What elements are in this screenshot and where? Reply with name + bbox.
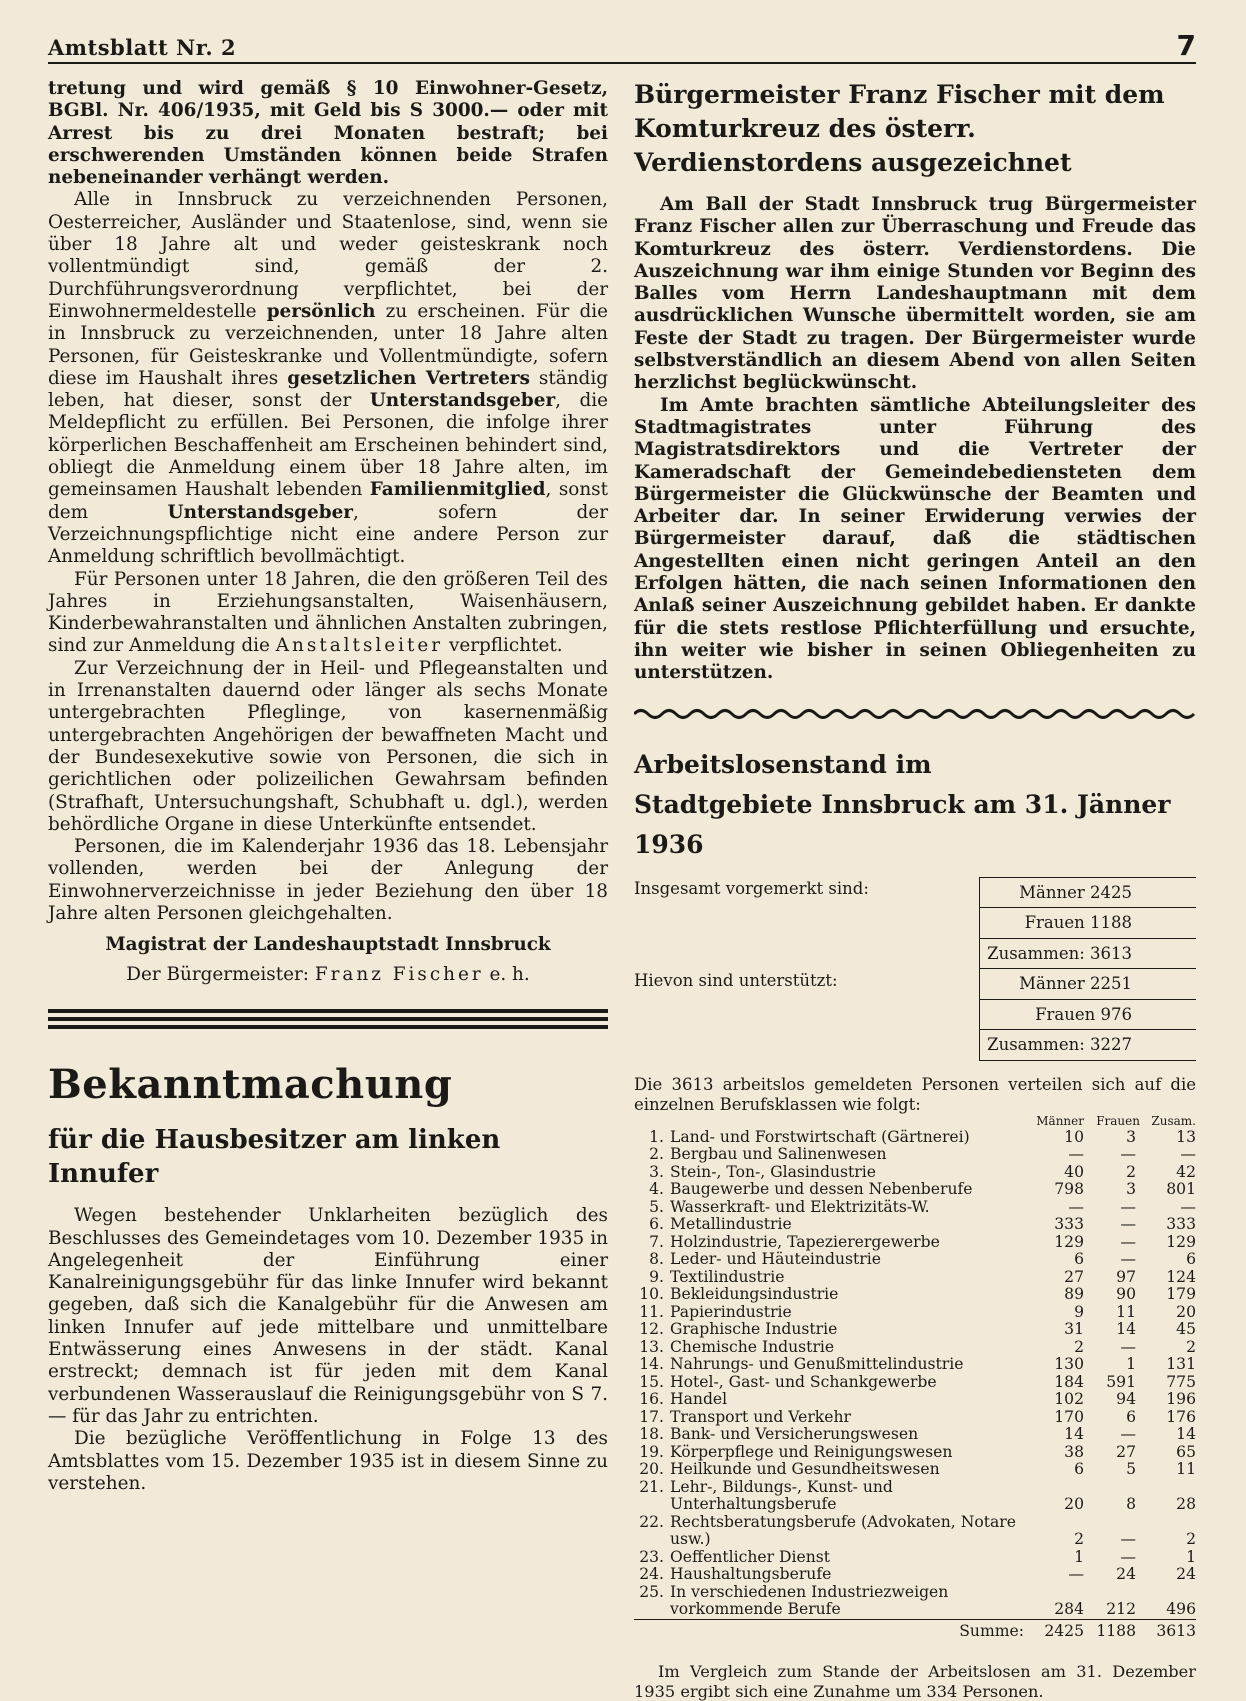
row-label: Papierindustrie bbox=[670, 1302, 792, 1321]
table-row bbox=[634, 1584, 1196, 1620]
summary-row bbox=[634, 1030, 1196, 1061]
total-value: 333 bbox=[1166, 1215, 1196, 1234]
men-value: 170 bbox=[1054, 1407, 1084, 1426]
table-row bbox=[634, 1514, 1196, 1549]
unemployment-headline-line-1: Arbeitslosenstand im bbox=[634, 749, 932, 779]
signature-prefix: Der Bürgermeister: bbox=[126, 964, 315, 986]
summary-value: Zusammen: 3613 bbox=[980, 938, 1197, 969]
total-value: 13 bbox=[1176, 1127, 1196, 1146]
women-value: — bbox=[1120, 1232, 1136, 1251]
row-number: 19. bbox=[639, 1442, 664, 1461]
row-label: Holzindustrie, Tapezierergewerbe bbox=[670, 1232, 940, 1251]
table-row bbox=[634, 1321, 1196, 1339]
men-value: 6 bbox=[1074, 1460, 1084, 1479]
total-value: 124 bbox=[1166, 1267, 1196, 1286]
table-row bbox=[634, 1461, 1196, 1479]
row-number: 24. bbox=[639, 1565, 664, 1584]
row-number: 20. bbox=[639, 1460, 664, 1479]
summary-value: Frauen 1188 bbox=[980, 908, 1197, 939]
row-label: Stein-, Ton-, Glasindustrie bbox=[670, 1162, 876, 1181]
publication-title: Amtsblatt Nr. 2 bbox=[48, 35, 237, 60]
women-value: 3 bbox=[1126, 1180, 1136, 1199]
row-number: 9. bbox=[649, 1267, 664, 1286]
men-value: 130 bbox=[1054, 1355, 1084, 1374]
total-value: 14 bbox=[1176, 1425, 1196, 1444]
women-value: 212 bbox=[1106, 1600, 1136, 1619]
total-value: 28 bbox=[1176, 1495, 1196, 1514]
men-value: 2 bbox=[1074, 1337, 1084, 1356]
men-value: 6 bbox=[1074, 1250, 1084, 1269]
table-row bbox=[634, 1146, 1196, 1164]
row-label: Handel bbox=[670, 1390, 728, 1409]
total-value: 11 bbox=[1176, 1460, 1196, 1479]
women-value: — bbox=[1120, 1215, 1136, 1234]
summary-row bbox=[634, 938, 1196, 969]
total-value: 45 bbox=[1176, 1320, 1196, 1339]
women-value: 14 bbox=[1116, 1320, 1136, 1339]
total-value: 2 bbox=[1186, 1530, 1196, 1549]
women-value: 90 bbox=[1116, 1285, 1136, 1304]
column-headers bbox=[634, 1113, 1196, 1129]
unemployment-headline-line-2: Stadtgebiete Innsbruck am 31. Jänner 1936 bbox=[634, 789, 1171, 859]
table-row bbox=[634, 1164, 1196, 1182]
page-number: 7 bbox=[1176, 29, 1196, 62]
women-value: 97 bbox=[1116, 1267, 1136, 1286]
sum-women: 1188 bbox=[1084, 1619, 1136, 1640]
women-value: 3 bbox=[1126, 1127, 1136, 1146]
institutions-paragraph: Zur Verzeichnung der in Heil- und Pflegeanstalten und in Irrenanstalten dauernd oder länger als sechs Monate untergebrachten Pfleglinge, von kasernenmäßig untergebrachten Angehörigen der bewaffneten Macht und der Bundesexekutive sowie von Personen, die sich in gerichtlichen oder polizeilichen Gewahrsam befinden (Strafhaft, Untersuchungshaft, Schubhaft u. dgl.), werden behördliche Organe in diese Unterkünfte entsendet. bbox=[48, 657, 608, 835]
women-value: 2 bbox=[1126, 1162, 1136, 1181]
left-column bbox=[48, 78, 608, 1495]
row-number: 3. bbox=[649, 1162, 664, 1181]
total-value: — bbox=[1180, 1145, 1196, 1164]
total-value: 496 bbox=[1166, 1600, 1196, 1619]
men-value: 2 bbox=[1074, 1530, 1084, 1549]
total-value: 24 bbox=[1176, 1565, 1196, 1584]
summary-label bbox=[634, 999, 980, 1030]
women-value: — bbox=[1120, 1145, 1136, 1164]
summary-value: Frauen 976 bbox=[980, 999, 1197, 1030]
total-value: — bbox=[1180, 1197, 1196, 1216]
row-number: 22. bbox=[639, 1512, 664, 1531]
summary-label bbox=[634, 908, 980, 939]
row-number: 6. bbox=[649, 1215, 664, 1234]
men-value: 27 bbox=[1064, 1267, 1084, 1286]
summary-value: Männer 2251 bbox=[980, 969, 1197, 1000]
total-value: 196 bbox=[1166, 1390, 1196, 1409]
signature-name: Franz Fischer bbox=[314, 964, 484, 986]
men-value: 40 bbox=[1064, 1162, 1084, 1181]
row-number: 16. bbox=[639, 1390, 664, 1409]
table-row bbox=[634, 1391, 1196, 1409]
summary-row bbox=[634, 969, 1196, 1000]
row-label: Nahrungs- und Genußmittelindustrie bbox=[670, 1355, 964, 1374]
women-value: 5 bbox=[1126, 1460, 1136, 1479]
row-number: 21. bbox=[639, 1477, 664, 1496]
summary-row bbox=[634, 877, 1196, 908]
women-value: — bbox=[1120, 1197, 1136, 1216]
row-label: Oeffentlicher Dienst bbox=[670, 1547, 831, 1566]
table-row bbox=[634, 1479, 1196, 1514]
table-row bbox=[634, 1374, 1196, 1392]
men-value: 102 bbox=[1054, 1390, 1084, 1409]
penalty-paragraph: tretung und wird gemäß § 10 Einwohner-Gesetz, BGBl. Nr. 406/1935, mit Geld bis S 3000.— oder mit Arrest bis zu drei Monaten bestraft; bei erschwerenden Umständen können beide Strafen nebeneinander verhängt werden. bbox=[48, 78, 608, 189]
age-paragraph: Personen, die im Kalenderjahr 1936 das 18. Lebensjahr vollenden, werden bei der Anlegung der Einwohnerverzeichnisse in jeder Beziehung den über 18 Jahre alten Personen gleichgehalten. bbox=[48, 836, 608, 924]
row-number: 17. bbox=[639, 1407, 664, 1426]
table-row bbox=[634, 1444, 1196, 1462]
announcement-paragraph: Wegen bestehender Unklarheiten bezüglich des Beschlusses des Gemeindetages vom 10. Dezember 1935 in Angelegenheit der Einführung einer Kanalreinigungsgebühr für das linke Innufer wird bekannt gegeben, daß sich die Kanalgebühr für die Anwesen am linken Innufer auf jede mittelbare und unmittelbare Entwässerung eines Anwesens in der städt. Kanal erstreckt; demnach ist für jeden mit dem Kanal verbundenen Wasserauslauf die Reinigungsgebühr von S 7.— für das Jahr zu entrichten. bbox=[48, 1205, 608, 1427]
summary-value: Männer 2425 bbox=[980, 877, 1197, 908]
row-number: 13. bbox=[639, 1337, 664, 1356]
table-row bbox=[634, 1269, 1196, 1287]
column-header: Männer bbox=[1036, 1113, 1084, 1128]
table-row bbox=[634, 1199, 1196, 1217]
women-value: — bbox=[1120, 1425, 1136, 1444]
row-label: Land- und Forstwirtschaft (Gärtnerei) bbox=[670, 1127, 970, 1146]
row-number: 18. bbox=[639, 1425, 664, 1444]
men-value: — bbox=[1068, 1197, 1084, 1216]
men-value: 14 bbox=[1064, 1425, 1084, 1444]
text-run: ständig leben, hat dieser, sonst der bbox=[48, 367, 608, 412]
column-header: Frauen bbox=[1096, 1113, 1140, 1128]
text-run: verpflichtet. bbox=[443, 635, 563, 657]
emphasis: Anstaltsleiter bbox=[275, 635, 444, 657]
signature-organization: Magistrat der Landeshauptstadt Innsbruck bbox=[105, 934, 551, 956]
summary-label bbox=[634, 938, 980, 969]
total-value: 801 bbox=[1166, 1180, 1196, 1199]
row-number: 1. bbox=[649, 1127, 664, 1146]
announcement-title: Bekanntmachung bbox=[48, 1061, 453, 1109]
men-value: 38 bbox=[1064, 1442, 1084, 1461]
row-label: Hotel-, Gast- und Schankgewerbe bbox=[670, 1372, 937, 1391]
total-value: 1 bbox=[1186, 1547, 1196, 1566]
table-row bbox=[634, 1234, 1196, 1252]
women-value: 1 bbox=[1126, 1355, 1136, 1374]
summary-value: Zusammen: 3227 bbox=[980, 1030, 1197, 1061]
emphasis: persönlich bbox=[266, 300, 376, 322]
men-value: 184 bbox=[1054, 1372, 1084, 1391]
men-value: 20 bbox=[1064, 1495, 1084, 1514]
total-value: 42 bbox=[1176, 1162, 1196, 1181]
women-value: 27 bbox=[1116, 1442, 1136, 1461]
row-number: 5. bbox=[649, 1197, 664, 1216]
table-row bbox=[634, 1304, 1196, 1322]
announcement-paragraph-2: Die bezügliche Veröffentlichung in Folge 13 des Amtsblattes vom 15. Dezember 1935 ist in diesem Sinne zu verstehen. bbox=[48, 1428, 608, 1494]
row-label: Haushaltungsberufe bbox=[670, 1565, 832, 1584]
table-row bbox=[634, 1216, 1196, 1234]
summary-label bbox=[634, 1030, 980, 1061]
table-row bbox=[634, 1286, 1196, 1304]
row-number: 14. bbox=[639, 1355, 664, 1374]
table-row bbox=[634, 1409, 1196, 1427]
total-value: 131 bbox=[1166, 1355, 1196, 1374]
row-label: Graphische Industrie bbox=[670, 1320, 838, 1339]
row-number: 4. bbox=[649, 1180, 664, 1199]
row-label: Lehr-, Bildungs-, Kunst- und Unterhaltungsberufe bbox=[670, 1477, 893, 1514]
men-value: 89 bbox=[1064, 1285, 1084, 1304]
men-value: 798 bbox=[1054, 1180, 1084, 1199]
total-value: 176 bbox=[1166, 1407, 1196, 1426]
table-row bbox=[634, 1129, 1196, 1147]
award-paragraph-2: Im Amte brachten sämtliche Abteilungsleiter des Stadtmagistrates unter Führung des Magistratsdirektors und die Vertreter der Kameradschaft der Gemeindebediensteten dem Bürgermeister die Glückwünsche der Beamten und Arbeiter dar. In seiner Erwiderung verwies der Bürgermeister darauf, daß die städtischen Angestellten einen nicht geringen Anteil an den Erfolgen hätten, die nach seinen Informationen den Anlaß seiner Auszeichnung gebildet haben. Er dankte für die stets restlose Pflichterfüllung und ersuchte, ihn weiter wie bisher in seinen Obliegenheiten zu unterstützen. bbox=[634, 394, 1196, 684]
women-value: — bbox=[1120, 1250, 1136, 1269]
section-divider bbox=[48, 1009, 608, 1033]
table-row bbox=[634, 1339, 1196, 1357]
running-head bbox=[48, 28, 1196, 64]
total-value: 2 bbox=[1186, 1337, 1196, 1356]
row-label: Heilkunde und Gesundheitswesen bbox=[670, 1460, 940, 1479]
row-number: 23. bbox=[639, 1547, 664, 1566]
total-value: 20 bbox=[1176, 1302, 1196, 1321]
row-label: Baugewerbe und dessen Nebenberufe bbox=[670, 1180, 973, 1199]
women-value: 8 bbox=[1126, 1495, 1136, 1514]
announcement-subtitle: für die Hausbesitzer am linken Innufer bbox=[48, 1125, 501, 1190]
table-row bbox=[634, 1356, 1196, 1374]
right-column bbox=[634, 78, 1196, 1701]
summary-row bbox=[634, 908, 1196, 939]
summary-label: Hievon sind unterstützt: bbox=[634, 970, 838, 990]
row-number: 11. bbox=[639, 1302, 664, 1321]
registration-paragraph bbox=[48, 189, 608, 568]
unemployment-headline bbox=[634, 745, 1196, 865]
row-label: Chemische Industrie bbox=[670, 1337, 835, 1356]
row-number: 7. bbox=[649, 1232, 664, 1251]
comparison-note: Im Vergleich zum Stande der Arbeitslosen am 31. Dezember 1935 ergibt sich eine Zunahme um 334 Personen. bbox=[634, 1662, 1196, 1701]
award-headline: Bürgermeister Franz Fischer mit dem Komturkreuz des österr. Verdienstordens ausgezeichnet bbox=[634, 80, 1165, 177]
row-label: Bekleidungsindustrie bbox=[670, 1285, 839, 1304]
text-run: , sonst dem bbox=[48, 479, 608, 523]
row-label: Bergbau und Salinenwesen bbox=[670, 1145, 887, 1164]
total-value: 6 bbox=[1186, 1250, 1196, 1269]
row-label: Textilindustrie bbox=[670, 1267, 785, 1286]
row-number: 10. bbox=[639, 1285, 664, 1304]
row-label: Bank- und Versicherungswesen bbox=[670, 1425, 919, 1444]
table-row bbox=[634, 1181, 1196, 1199]
men-value: 31 bbox=[1064, 1320, 1084, 1339]
total-value: 129 bbox=[1166, 1232, 1196, 1251]
minors-paragraph bbox=[48, 569, 608, 658]
women-value: 6 bbox=[1126, 1407, 1136, 1426]
emphasis: Familienmitglied bbox=[369, 479, 546, 501]
row-label: In verschiedenen Industriezweigen vorkommende Berufe bbox=[670, 1582, 949, 1619]
women-value: — bbox=[1120, 1547, 1136, 1566]
women-value: — bbox=[1120, 1337, 1136, 1356]
text-run: Für Personen unter 18 Jahren, die den größeren Teil des Jahres in Erziehungsanstalten, Waisenhäusern, Kinderbewahranstalten und ähnlichen Anstalten zubringen, sind zur Anmeldung die bbox=[48, 568, 608, 657]
emphasis: gesetzlichen Vertreters bbox=[287, 367, 530, 389]
men-value: 9 bbox=[1074, 1302, 1084, 1321]
row-label: Wasserkraft- und Elektrizitäts-W. bbox=[670, 1197, 930, 1216]
table-intro: Die 3613 arbeitslos gemeldeten Personen verteilen sich auf die einzelnen Berufsklassen wie folgt: bbox=[634, 1074, 1196, 1114]
text-run: , die Meldepflicht zu erfüllen. Bei Personen, die infolge ihrer körperlichen Beschaffenheit am Erscheinen behindert sind, obliegt die Anmeldung einem über 18 Jahre alten, im gemeinsamen Haushalt lebenden bbox=[48, 390, 608, 501]
emphasis: Unterstandsgeber bbox=[167, 501, 353, 523]
men-value: — bbox=[1068, 1145, 1084, 1164]
row-label: Transport und Verkehr bbox=[670, 1407, 851, 1426]
men-value: 10 bbox=[1064, 1127, 1084, 1146]
men-value: 284 bbox=[1054, 1600, 1084, 1619]
signature-line bbox=[48, 963, 608, 987]
summary-table bbox=[634, 877, 1196, 1061]
row-number: 12. bbox=[639, 1320, 664, 1339]
emphasis: Unterstandsgeber bbox=[369, 390, 556, 412]
women-value: 11 bbox=[1116, 1302, 1136, 1321]
total-value: 775 bbox=[1166, 1372, 1196, 1391]
row-number: 8. bbox=[649, 1250, 664, 1269]
text-run: , sofern der Verzeichnungspflichtige nicht eine andere Person zur Anmeldung schriftlich bevollmächtigt. bbox=[48, 501, 608, 568]
table-row bbox=[634, 1251, 1196, 1269]
men-value: 1 bbox=[1074, 1547, 1084, 1566]
row-label: Metallindustrie bbox=[670, 1215, 792, 1234]
row-number: 15. bbox=[639, 1372, 664, 1391]
column-header: Zusam. bbox=[1151, 1113, 1196, 1128]
text-run: zu erscheinen. Für die in Innsbruck zu verzeichnenden, unter 18 Jahre alten Personen, für Geisteskranke und Vollentmündigte, sofern diese im Haushalt ihres bbox=[48, 300, 608, 389]
summary-row bbox=[634, 999, 1196, 1030]
award-paragraph: Am Ball der Stadt Innsbruck trug Bürgermeister Franz Fischer allen zur Überraschung und Freude das Komturkreuz des österr. Verdienstordens. Die Auszeichnung war ihm einige Stunden vor Beginn des Balles vom Herrn Landeshauptmann mit dem ausdrücklichen Wunsche übermittelt worden, sie am Feste der Stadt zu tragen. Der Bürgermeister wurde selbstverständlich an diesem Abend von allen Seiten herzlichst beglückwünscht. bbox=[634, 194, 1196, 394]
table-row bbox=[634, 1426, 1196, 1444]
women-value: 591 bbox=[1106, 1372, 1136, 1391]
table-row bbox=[634, 1566, 1196, 1584]
total-value: 179 bbox=[1166, 1285, 1196, 1304]
men-value: 333 bbox=[1054, 1215, 1084, 1234]
table-row bbox=[634, 1549, 1196, 1567]
sum-label: Summe: bbox=[670, 1619, 1032, 1640]
men-value: 129 bbox=[1054, 1232, 1084, 1251]
occupation-table bbox=[634, 1129, 1196, 1641]
row-label: Leder- und Häuteindustrie bbox=[670, 1250, 881, 1269]
row-label: Körperpflege und Reinigungswesen bbox=[670, 1442, 953, 1461]
signature-suffix: e. h. bbox=[483, 964, 530, 986]
women-value: 24 bbox=[1116, 1565, 1136, 1584]
text-run: Alle in Innsbruck zu verzeichnenden Personen, Oesterreicher, Ausländer und Staatenlose, sind, wenn sie über 18 Jahre alt und weder geisteskrank noch vollentmündigt sind, gemäß der 2. Durchführungsverordnung verpflichtet, bei der Einwohnermeldestelle bbox=[48, 189, 608, 322]
women-value: — bbox=[1120, 1530, 1136, 1549]
sum-total: 3613 bbox=[1136, 1619, 1196, 1640]
wavy-divider bbox=[634, 707, 1196, 721]
summary-label: Insgesamt vorgemerkt sind: bbox=[634, 879, 869, 899]
row-label: Rechtsberatungsberufe (Advokaten, Notare usw.) bbox=[670, 1512, 1016, 1549]
sum-row bbox=[634, 1619, 1196, 1640]
men-value: — bbox=[1068, 1565, 1084, 1584]
row-number: 25. bbox=[639, 1582, 664, 1601]
sum-men: 2425 bbox=[1032, 1619, 1084, 1640]
women-value: 94 bbox=[1116, 1390, 1136, 1409]
row-number: 2. bbox=[649, 1145, 664, 1164]
total-value: 65 bbox=[1176, 1442, 1196, 1461]
